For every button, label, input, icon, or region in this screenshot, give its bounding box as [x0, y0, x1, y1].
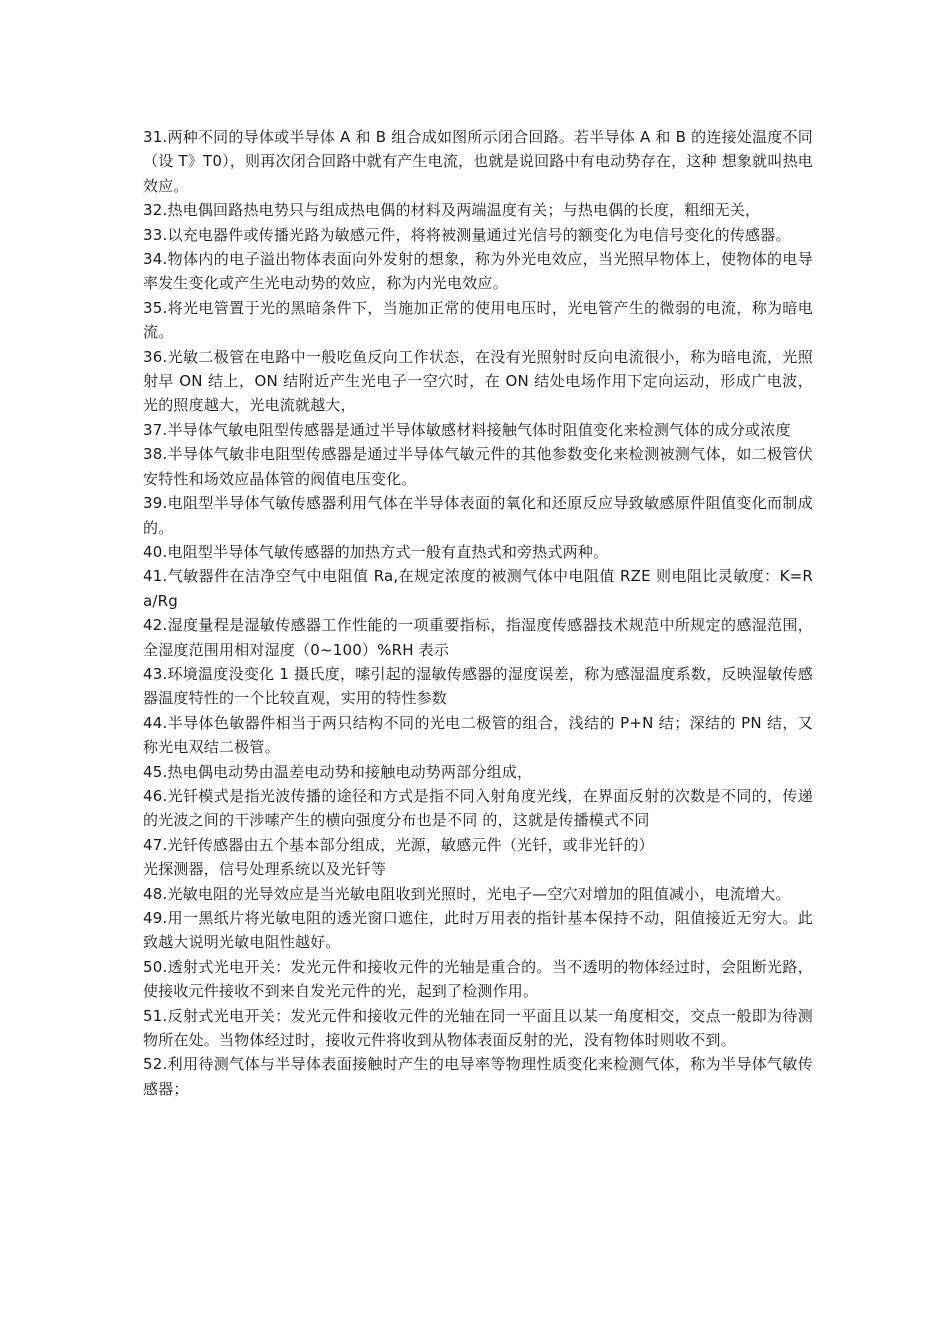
paragraph-48: 48.光敏电阻的光导效应是当光敏电阻收到光照时，光电子—空穴对增加的阻值减小，电流增大。: [143, 884, 791, 903]
paragraph-43: 43.环境温度没变化 1 摄氏度，嗦引起的湿敏传感器的湿度误差，称为感湿温度系数，反映湿敏传感器温度特性的一个比较直观，实用的特性参数: [143, 664, 813, 708]
paragraph-44: 44.半导体色敏器件相当于两只结构不同的光电二极管的组合，浅结的 P+N 结；深结的 PN 结，又称光电双结二极管。: [143, 713, 813, 757]
paragraph-40: 40.电阻型半导体气敏传感器的加热方式一般有直热式和旁热式两种。: [143, 542, 609, 561]
paragraph-39: 39.电阻型半导体气敏传感器利用气体在半导体表面的氧化和还原反应导致敏感原件阻值变化而制成的。: [143, 494, 813, 537]
document-body: [143, 125, 813, 1101]
paragraph-35: 35.将光电管置于光的黑暗条件下，当施加正常的使用电压时，光电管产生的微弱的电流，称为暗电流。: [143, 298, 813, 342]
paragraph-47-continued: 光探测器，信号处理系统以及光钎等: [143, 860, 387, 879]
paragraph-37: 37.半导体气敏电阻型传感器是通过半导体敏感材料接触气体时阻值变化来检测气体的成分或浓度: [143, 420, 791, 439]
paragraph-33: 33.以充电器件或传播光路为敏感元件，将将被测量通过光信号的额变化为电信号变化的传感器。: [143, 225, 791, 244]
paragraph-45: 45.热电偶电动势由温差电动势和接触电动势两部分组成，: [143, 762, 533, 781]
paragraph-38: 38.半导体气敏非电阻型传感器是通过半导体气敏元件的其他参数变化来检测被测气体，如二极管伏安特性和场效应晶体管的阀值电压变化。: [143, 445, 813, 488]
paragraph-52: 52.利用待测气体与半导体表面接触时产生的电导率等物理性质变化来检测气体，称为半导体气敏传感器；: [143, 1055, 813, 1098]
paragraph-31: 31.两种不同的导体或半导体 A 和 B 组合成如图所示闭合回路。若半导体 A 和 B 的连接处温度不同（设 T》T0），则再次闭合回路中就有产生电流，也就是说回路中有电动势存在，这种 想象就叫热电效应。: [143, 128, 813, 195]
paragraph-50: 50.透射式光电开关：发光元件和接收元件的光轴是重合的。当不透明的物体经过时，会阻断光路，使接收元件接收不到来自发光元件的光，起到了检测作用。: [143, 957, 813, 1001]
paragraph-34: 34.物体内的电子溢出物体表面向外发射的想象，称为外光电效应，当光照早物体上，使物体的电导率发生变化或产生光电动势的效应，称为内光电效应。: [143, 250, 813, 293]
paragraph-51: 51.反射式光电开关：发光元件和接收元件的光轴在同一平面且以某一角度相交，交点一般即为待测物所在处。当物体经过时，接收元件将收到从物体表面反射的光，没有物体时则收不到。: [143, 1006, 813, 1050]
paragraph-42: 42.湿度量程是湿敏传感器工作性能的一项重要指标，指湿度传感器技术规范中所规定的感湿范围，全湿度范围用相对湿度（0~100）%RH 表示: [143, 616, 813, 659]
paragraph-47: 47.光钎传感器由五个基本部分组成，光源，敏感元件（光钎，或非光钎的）: [143, 835, 654, 854]
paragraph-32: 32.热电偶回路热电势只与组成热电偶的材料及两端温度有关；与热电偶的长度，粗细无关，: [143, 201, 761, 220]
paragraph-36: 36.光敏二极管在电路中一般吃鱼反向工作状态，在没有光照射时反向电流很小，称为暗电流，光照射早 ON 结上，ON 结附近产生光电子一空穴时，在 ON 结处电场作用下定向运动，形成广电波，光的照度越大，光电流就越大，: [143, 347, 813, 415]
paragraph-41: 41.气敏器件在洁净空气中电阻值 Ra,在规定浓度的被测气体中电阻值 RZE 则电阻比灵敏度：K=Ra/Rg: [143, 567, 813, 610]
paragraph-46: 46.光钎模式是指光波传播的途径和方式是指不同入射角度光线，在界面反射的次数是不同的，传递的光波之间的干涉嗦产生的横向强度分布也是不同 的，这就是传播模式不同: [143, 786, 813, 830]
paragraph-49: 49.用一黑纸片将光敏电阻的透光窗口遮住，此时万用表的指针基本保持不动，阻值接近无穷大。此致越大说明光敏电阻性越好。: [143, 909, 813, 952]
